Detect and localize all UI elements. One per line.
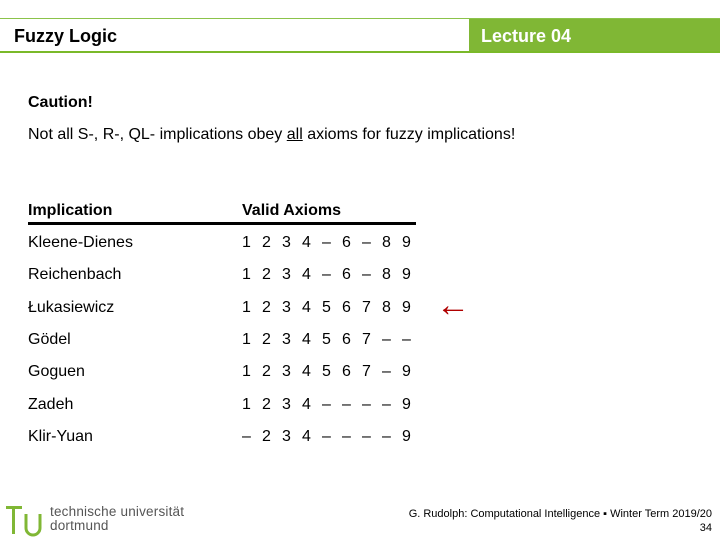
axiom-cell: 8 (382, 234, 391, 251)
axiom-cell: – (342, 395, 351, 413)
axiom-cell: 3 (282, 298, 291, 316)
axiom-cell: 3 (282, 266, 291, 284)
axiom-cell: – (322, 427, 331, 445)
axiom-cell: 3 (282, 427, 291, 445)
statement (28, 126, 515, 144)
axiom-cell: – (362, 266, 371, 284)
axiom-cell: 1 (242, 395, 251, 413)
axiom-cell: 8 (382, 298, 391, 316)
axiom-cell: 6 (342, 298, 351, 316)
axiom-cell: 3 (282, 363, 291, 381)
axiom-cell: – (362, 234, 371, 251)
axiom-cell: 1 (242, 363, 251, 381)
table-row (0, 331, 720, 355)
table-header-implication: Implication (28, 202, 113, 219)
axiom-list (242, 299, 422, 317)
axiom-cell: 4 (302, 266, 311, 284)
axiom-cell: 7 (362, 298, 371, 316)
axiom-cell: 4 (302, 298, 311, 316)
axiom-cell: – (402, 330, 411, 348)
axiom-list (242, 266, 422, 284)
university-name (50, 505, 184, 533)
axiom-cell: – (382, 330, 391, 348)
caution-heading: Caution! (28, 94, 93, 111)
implication-name: Reichenbach (28, 266, 122, 284)
table-row (0, 396, 720, 420)
axiom-cell: – (362, 395, 371, 413)
axiom-list (242, 396, 422, 414)
axiom-cell: 6 (342, 330, 351, 348)
axiom-list (242, 428, 422, 446)
axiom-cell: 4 (302, 330, 311, 348)
statement-prefix: Not all S-, R-, QL- implications obey (28, 126, 287, 143)
table-row (0, 234, 720, 258)
table-row (0, 299, 720, 323)
lecture-label: Lecture 04 (481, 26, 572, 46)
axiom-cell: 4 (302, 363, 311, 381)
axiom-cell: – (322, 395, 331, 413)
axiom-cell: – (382, 363, 391, 381)
implication-name: Klir-Yuan (28, 427, 93, 445)
axiom-cell: 2 (262, 330, 271, 348)
axiom-cell: 9 (402, 298, 411, 316)
axiom-cell: 7 (362, 363, 371, 381)
axiom-cell: 9 (402, 427, 411, 445)
axiom-cell: – (342, 427, 351, 445)
axiom-cell: 4 (302, 427, 311, 445)
axiom-cell: 3 (282, 395, 291, 413)
credit-text: G. Rudolph: Computational Intelligence ▪ Winter Term 2019/20 (408, 508, 712, 520)
axiom-cell: 2 (262, 298, 271, 316)
footer-credit (409, 507, 712, 535)
axiom-cell: 9 (402, 266, 411, 284)
axiom-cell: 2 (262, 266, 271, 284)
axiom-cell: 5 (322, 363, 331, 381)
axiom-cell: 5 (322, 330, 331, 348)
university-line-2: dortmund (50, 518, 109, 533)
implication-name: Goguen (28, 363, 85, 381)
axiom-cell: 4 (302, 395, 311, 413)
axiom-cell: 2 (262, 363, 271, 381)
axiom-cell: – (322, 234, 331, 251)
axiom-cell: 6 (342, 266, 351, 284)
table-row (0, 363, 720, 387)
axiom-list (242, 234, 422, 252)
axiom-cell: 4 (302, 234, 311, 251)
axiom-cell: 1 (242, 234, 251, 251)
axiom-cell: 9 (402, 395, 411, 413)
page-number: 34 (699, 522, 712, 534)
axiom-cell: 2 (262, 234, 271, 251)
header-bottom-rule (0, 51, 720, 53)
implication-name: Kleene-Dienes (28, 234, 133, 251)
university-line-1: technische universität (50, 504, 185, 519)
statement-emphasis: all (286, 126, 303, 143)
axiom-cell: 3 (282, 234, 291, 251)
implication-name: Zadeh (28, 395, 74, 413)
axiom-cell: – (322, 266, 331, 284)
tu-logo (4, 503, 48, 542)
table-header-rule (28, 222, 416, 225)
axiom-cell: 5 (322, 298, 331, 316)
axiom-cell: 8 (382, 266, 391, 284)
implication-name: Gödel (28, 330, 71, 348)
table-row (0, 428, 720, 452)
axiom-cell: 1 (242, 266, 251, 284)
table-header-axioms: Valid Axioms (242, 202, 341, 219)
axiom-cell: – (382, 427, 391, 445)
highlight-arrow: ← (436, 286, 470, 324)
axiom-cell: 7 (362, 330, 371, 348)
axiom-cell: 6 (342, 234, 351, 251)
page-title: Fuzzy Logic (14, 26, 117, 46)
axiom-cell: 2 (262, 427, 271, 445)
axiom-list (242, 363, 422, 381)
axiom-cell: 6 (342, 363, 351, 381)
table-row (0, 266, 720, 290)
implication-name: Łukasiewicz (28, 298, 115, 316)
axiom-cell: – (242, 427, 251, 445)
statement-suffix: axioms for fuzzy implications! (302, 126, 516, 143)
axiom-cell: – (362, 427, 371, 445)
axiom-cell: 1 (242, 298, 251, 316)
axiom-cell: 9 (402, 363, 411, 381)
axiom-cell: 9 (402, 234, 411, 251)
axiom-cell: 1 (242, 330, 251, 348)
axiom-cell: 3 (282, 330, 291, 348)
axiom-list (242, 331, 422, 349)
tu-logo-icon (4, 503, 48, 537)
axiom-cell: 2 (262, 395, 271, 413)
axiom-cell: – (382, 395, 391, 413)
